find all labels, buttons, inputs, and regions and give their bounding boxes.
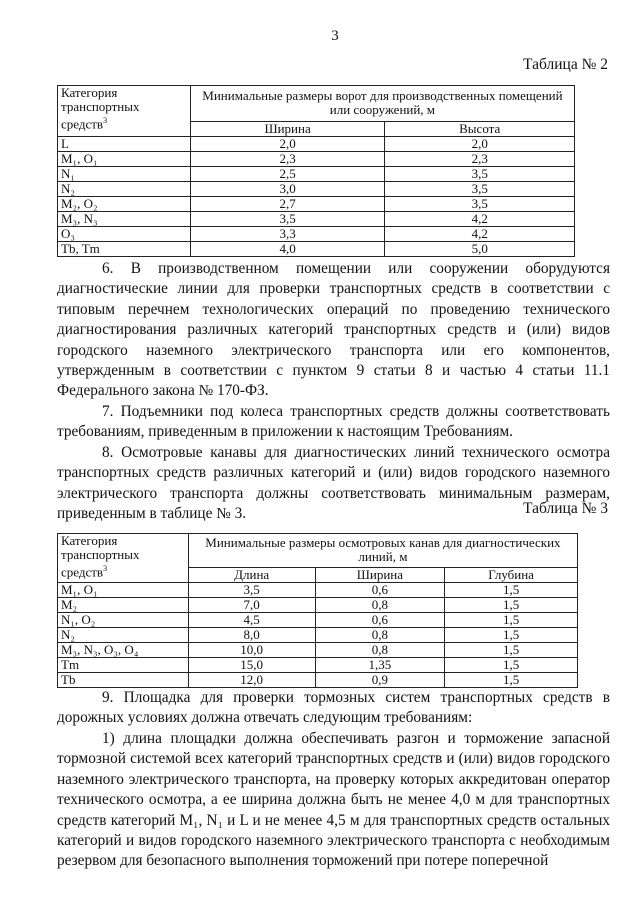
category-cell: Tb xyxy=(58,673,189,688)
table-row xyxy=(58,242,575,257)
category-cell: L xyxy=(58,137,191,152)
value-cell: 3,0 xyxy=(190,182,385,197)
table-row xyxy=(58,583,578,598)
table-row xyxy=(58,628,578,643)
value-cell: 3,3 xyxy=(190,227,385,242)
value-cell: 2,0 xyxy=(385,137,575,152)
category-cell: N₂ xyxy=(58,628,189,643)
header-group: Минимальные размеры осмотровых канав для диагностических линий, м xyxy=(188,534,577,568)
value-cell: 1,5 xyxy=(445,643,578,658)
value-cell: 1,5 xyxy=(445,658,578,673)
value-cell: 3,5 xyxy=(190,212,385,227)
table-row xyxy=(58,212,575,227)
value-cell: 2,7 xyxy=(190,197,385,212)
category-cell: N₁ xyxy=(58,167,191,182)
header-category: Категория транспортных средств$^3$ xyxy=(58,86,191,137)
table-row xyxy=(58,152,575,167)
table-row xyxy=(58,167,575,182)
value-cell: 0,9 xyxy=(315,673,445,688)
table-row xyxy=(58,137,575,152)
paragraph-7: 7. Подъемники под колеса транспортных средств должны соответствовать требованиям, приведенным в приложении к настоящим Требованиям. xyxy=(57,403,610,441)
table-3-label: Таблица № 3 xyxy=(523,500,608,517)
category-cell: M₂, O₂ xyxy=(58,197,191,212)
value-cell: 1,35 xyxy=(315,658,445,673)
table-row xyxy=(58,227,575,242)
table-row xyxy=(58,643,578,658)
value-cell: 8,0 xyxy=(188,628,315,643)
table-2 xyxy=(57,85,575,257)
paragraph-8: 8. Осмотровые канавы для диагностических линий технического осмотра транспортных средств различных категорий и (или) видов городского наземного электрического транспорта должны соответствовать минимальным размерам, приведенным в таблице № 3. xyxy=(57,444,610,523)
value-cell: 4,2 xyxy=(385,212,575,227)
category-cell: Tm xyxy=(58,658,189,673)
value-cell: 2,0 xyxy=(190,137,385,152)
category-cell: M₂ xyxy=(58,598,189,613)
value-cell: 4,2 xyxy=(385,227,575,242)
value-cell: 1,5 xyxy=(445,673,578,688)
header-height: Высота xyxy=(385,122,575,137)
header-width: Ширина xyxy=(190,122,385,137)
value-cell: 15,0 xyxy=(188,658,315,673)
value-cell: 3,5 xyxy=(385,182,575,197)
value-cell: 3,5 xyxy=(188,583,315,598)
header-width: Ширина xyxy=(315,568,445,583)
value-cell: 5,0 xyxy=(385,242,575,257)
table-row xyxy=(58,182,575,197)
category-cell: N₁, O₂ xyxy=(58,613,189,628)
value-cell: 1,5 xyxy=(445,598,578,613)
value-cell: 4,5 xyxy=(188,613,315,628)
value-cell: 1,5 xyxy=(445,583,578,598)
paragraph-9: 9. Площадка для проверки тормозных систем транспортных средств в дорожных условиях должна отвечать следующим требованиям: xyxy=(57,689,610,727)
value-cell: 4,0 xyxy=(190,242,385,257)
table-row xyxy=(58,197,575,212)
value-cell: 0,6 xyxy=(315,613,445,628)
table-row xyxy=(58,598,578,613)
table-row xyxy=(58,613,578,628)
header-group: Минимальные размеры ворот для производственных помещений или сооружений, м xyxy=(190,86,574,122)
value-cell: 2,5 xyxy=(190,167,385,182)
value-cell: 3,5 xyxy=(385,167,575,182)
value-cell: 2,3 xyxy=(190,152,385,167)
value-cell: 12,0 xyxy=(188,673,315,688)
paragraph-6: 6. В производственном помещении или сооружении оборудуются диагностические линии для проверки транспортных средств в соответствии с типовым перечнем технологических операций по проведению технического диагностирования различных категорий транспортных средств и (или) видов городского наземного электрического транспорта или его компонентов, утвержденным в соответствии с пунктом 9 статьи 8 и частью 4 статьи 11.1 Федерального закона № 170-ФЗ. xyxy=(57,260,610,400)
paragraph-9-item-1: 1) длина площадки должна обеспечивать разгон и торможение запасной тормозной системой всех категорий транспортных средств и (или) видов городского наземного электрического транспорта, на проверку которых аккредитован оператор технического осмотра, а ее ширина должна быть не менее 4,0 м для транспортных средств категорий M₁, N₁ и L и не менее 4,5 м для транспортных средств остальных категорий и видов городского наземного электрического транспорта с необходимым резервом для безопасного выполнения торможений при потере поперечной xyxy=(57,730,610,870)
value-cell: 0,6 xyxy=(315,583,445,598)
category-cell: M₃, N₃ xyxy=(58,212,191,227)
table-row xyxy=(58,658,578,673)
value-cell: 0,8 xyxy=(315,643,445,658)
value-cell: 7,0 xyxy=(188,598,315,613)
category-cell: M₁, O₁ xyxy=(58,152,191,167)
table-3 xyxy=(57,533,578,688)
category-cell: N₂ xyxy=(58,182,191,197)
value-cell: 10,0 xyxy=(188,643,315,658)
header-depth: Глубина xyxy=(445,568,578,583)
category-cell: M₃, N₃, O₃, O₄ xyxy=(58,643,189,658)
table-row xyxy=(58,673,578,688)
value-cell: 0,8 xyxy=(315,598,445,613)
table-2-label: Таблица № 2 xyxy=(523,56,608,73)
value-cell: 2,3 xyxy=(385,152,575,167)
header-category: Категория транспортных средств$^3$ xyxy=(58,534,189,583)
category-cell: M₁, O₁ xyxy=(58,583,189,598)
page-number: 3 xyxy=(331,28,339,44)
header-length: Длина xyxy=(188,568,315,583)
value-cell: 1,5 xyxy=(445,628,578,643)
value-cell: 1,5 xyxy=(445,613,578,628)
value-cell: 0,8 xyxy=(315,628,445,643)
category-cell: O₃ xyxy=(58,227,191,242)
category-cell: Tb, Tm xyxy=(58,242,191,257)
value-cell: 3,5 xyxy=(385,197,575,212)
